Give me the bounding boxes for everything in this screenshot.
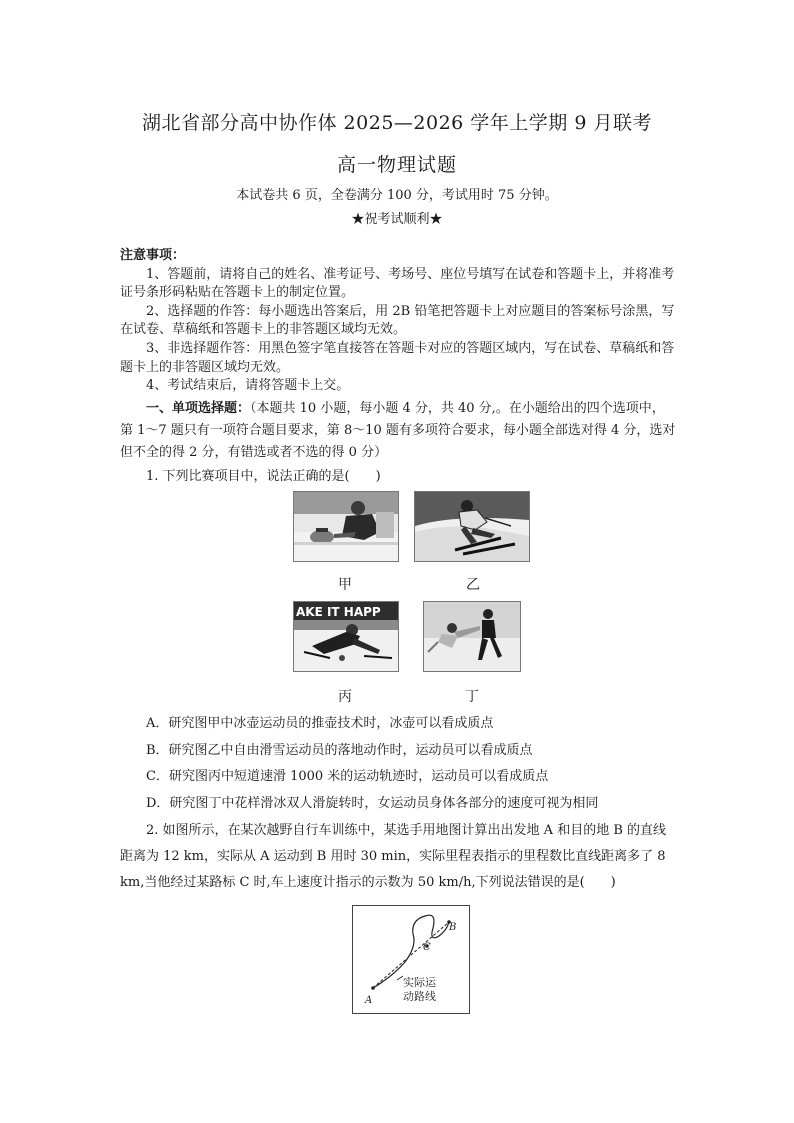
option-c: C．研究图丙中短道速滑 1000 米的运动轨迹时，运动员可以看成质点: [146, 769, 549, 784]
option-a: A．研究图甲中冰壶运动员的推壶技术时，冰壶可以看成质点: [146, 716, 494, 731]
exam-subtitle: 高一物理试题: [336, 154, 457, 176]
option-d: D．研究图丁中花样滑冰双人滑旋转时，女运动员身体各部分的速度可视为相同: [146, 795, 599, 811]
path-label-line2: 动路线: [403, 990, 436, 1003]
photo-skiing: [414, 491, 530, 562]
exam-title: 湖北省部分高中协作体 2025—2026 学年上学期 9 月联考: [142, 112, 652, 134]
banner-text: AKE IT HAPP: [296, 605, 381, 619]
route-diagram-svg: [353, 906, 469, 1013]
question-1-options: [146, 711, 598, 817]
option-b: B．研究图乙中自由滑雪运动员的落地动作时，运动员可以看成质点: [146, 742, 533, 758]
question-2-stem: 2. 如图所示，在某次越野自行车训练中，某选手用地图计算出出发地 A 和目的地 B 的直线距离为 12 km，实际从 A 运动到 B 用时 30 min，实际里程表指示的里程数比直线距离多了 8 km,当他经过某路标 C 时,车上速度计指示的示数为 50 km/h,下列说法错误的是( ): [120, 823, 667, 890]
short-track-image: [294, 602, 398, 671]
path-label-line1: 实际运: [403, 976, 436, 989]
caption-yi: 乙: [466, 577, 480, 593]
notice-item: 2、选择题的作答：每小题选出答案后，用 2B 铅笔把答题卡上对应题目的答案标号涂黑，写在试卷、草稿纸和答题卡上的非答题区域均无效。: [120, 303, 675, 338]
label-a: A: [365, 995, 373, 1006]
caption-bing: 丙: [338, 689, 352, 705]
label-b: B: [449, 922, 457, 933]
question-1-stem: 1. 下列比赛项目中，说法正确的是( ): [146, 469, 381, 484]
photo-figure-skating: [423, 601, 521, 672]
curling-image: [294, 492, 398, 561]
exam-meta: 本试卷共 6 页，全卷满分 100 分，考试用时 75 分钟。: [236, 188, 558, 203]
section-single-choice: [120, 398, 676, 464]
notice-item: 1、答题前，请将自己的姓名、准考证号、考场号、座位号填写在试卷和答题卡上，并将准考证号条形码粘贴在答题卡上的制定位置。: [120, 266, 675, 301]
photo-curling: [293, 491, 399, 562]
label-c: C: [423, 942, 431, 953]
caption-jia: 甲: [338, 577, 352, 593]
section-instructions: [120, 398, 676, 464]
photo-short-track: [293, 601, 399, 672]
notice-item: 3、非选择题作答：用黑色签字笔直接答在答题卡对应的答题区域内，写在试卷、草稿纸和答题卡上的非答题区域均无效。: [120, 340, 675, 375]
section-label: 一、单项选择题：: [146, 401, 251, 416]
skiing-image: [415, 492, 529, 561]
figure-skating-image: [424, 602, 520, 671]
notice-item: 4、考试结束后，请将答题卡上交。: [146, 378, 350, 394]
route-diagram: [352, 905, 470, 1014]
section-text: （本题共 10 小题，每小题 4 分，共 40 分,。在小题给出的四个选项中，第 1～7 题只有一项符合题目要求，第 8～10 题有多项符合要求，每小题全部选对得 4 分，选对但不全的得 2 分，有错选或者不选的得 0 分）: [120, 401, 676, 460]
notice-block: [120, 247, 676, 396]
exam-blessing: ★祝考试顺利★: [351, 212, 443, 227]
question-2: [120, 818, 676, 896]
notice-heading: 注意事项：: [120, 248, 186, 263]
caption-ding: 丁: [465, 689, 479, 705]
